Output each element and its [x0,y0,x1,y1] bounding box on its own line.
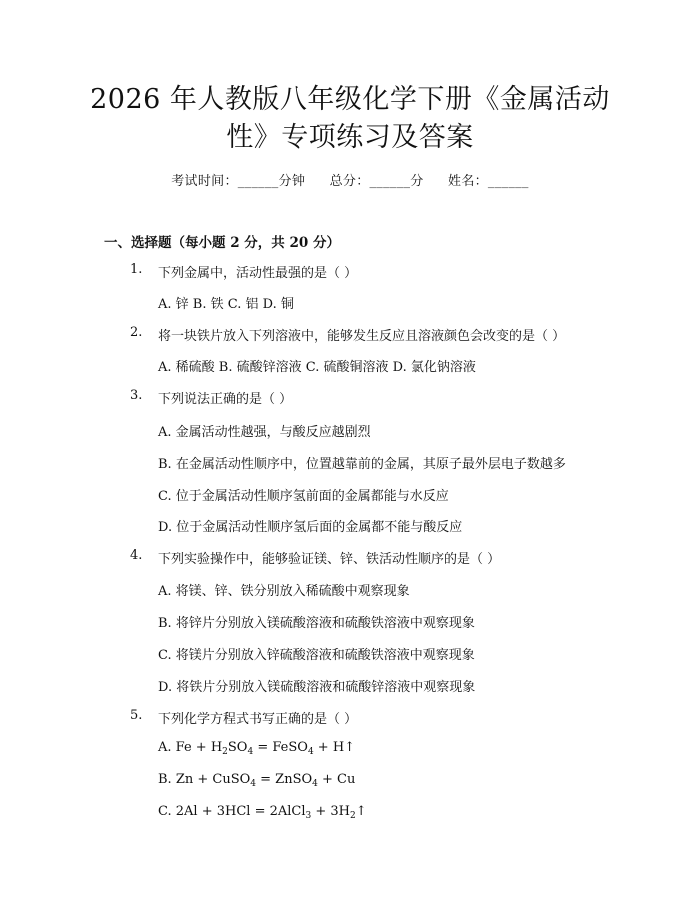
question-1-options: A. 锌 B. 铁 C. 铝 D. 铜 [158,297,294,312]
question-text: 下列说法正确的是（ ） [158,392,293,407]
question-5-option-b: B. Zn + CuSO$_4$ = ZnSO$_4$ + Cu [158,772,356,789]
question-3-option-b: B. 在金属活动性顺序中，位置越靠前的金属，其原子最外层电子数越多 [158,457,566,472]
question-number: 5. [130,708,143,723]
question-4-option-b: B. 将锌片分别放入镁硫酸溶液和硫酸铁溶液中观察现象 [158,616,475,631]
question-5-option-c: C. 2Al + 3HCl = 2AlCl$_3$ + $3H_2↑$ [158,804,367,821]
question-number: 4. [130,548,143,563]
question-number: 3. [130,388,143,403]
question-number: 1. [130,262,143,277]
question-3-option-a: A. 金属活动性越强，与酸反应越剧烈 [158,425,371,440]
question-text: 下列金属中，活动性最强的是（ ） [158,266,358,281]
exam-meta [0,170,700,189]
question-4-option-d: D. 将铁片分别放入镁硫酸溶液和硫酸锌溶液中观察现象 [158,680,476,695]
question-3-option-d: D. 位于金属活动性顺序氢后面的金属都不能与酸反应 [158,520,463,535]
document-title-line-1: 2026 年人教版八年级化学下册《金属活动 [90,84,610,115]
section-heading: 一、选择题（每小题 2 分，共 20 分） [104,235,340,251]
document-title-line-2: 性》专项练习及答案 [226,122,474,153]
question-text: 将一块铁片放入下列溶液中，能够发生反应且溶液颜色会改变的是（ ） [158,329,566,344]
exam-time-field: 考试时间：______分钟 [171,174,306,189]
question-number: 2. [130,325,143,340]
exam-name-field: 姓名：______ [448,174,529,189]
question-text: 下列实验操作中，能够验证镁、锌、铁活动性顺序的是（ ） [158,552,501,567]
exam-score-field: 总分：______分 [329,174,424,189]
question-5-option-a: A. $Fe + H_2SO_4$ = FeSO$_4$ + H↑ [158,740,356,757]
question-4-option-a: A. 将镁、锌、铁分别放入稀硫酸中观察现象 [158,584,410,599]
question-4-option-c: C. 将镁片分别放入锌硫酸溶液和硫酸铁溶液中观察现象 [158,648,475,663]
question-3-option-c: C. 位于金属活动性顺序氢前面的金属都能与水反应 [158,489,449,504]
question-2-options: A. 稀硫酸 B. 硫酸锌溶液 C. 硫酸铜溶液 D. 氯化钠溶液 [158,360,476,375]
question-text: 下列化学方程式书写正确的是（ ） [158,712,358,727]
